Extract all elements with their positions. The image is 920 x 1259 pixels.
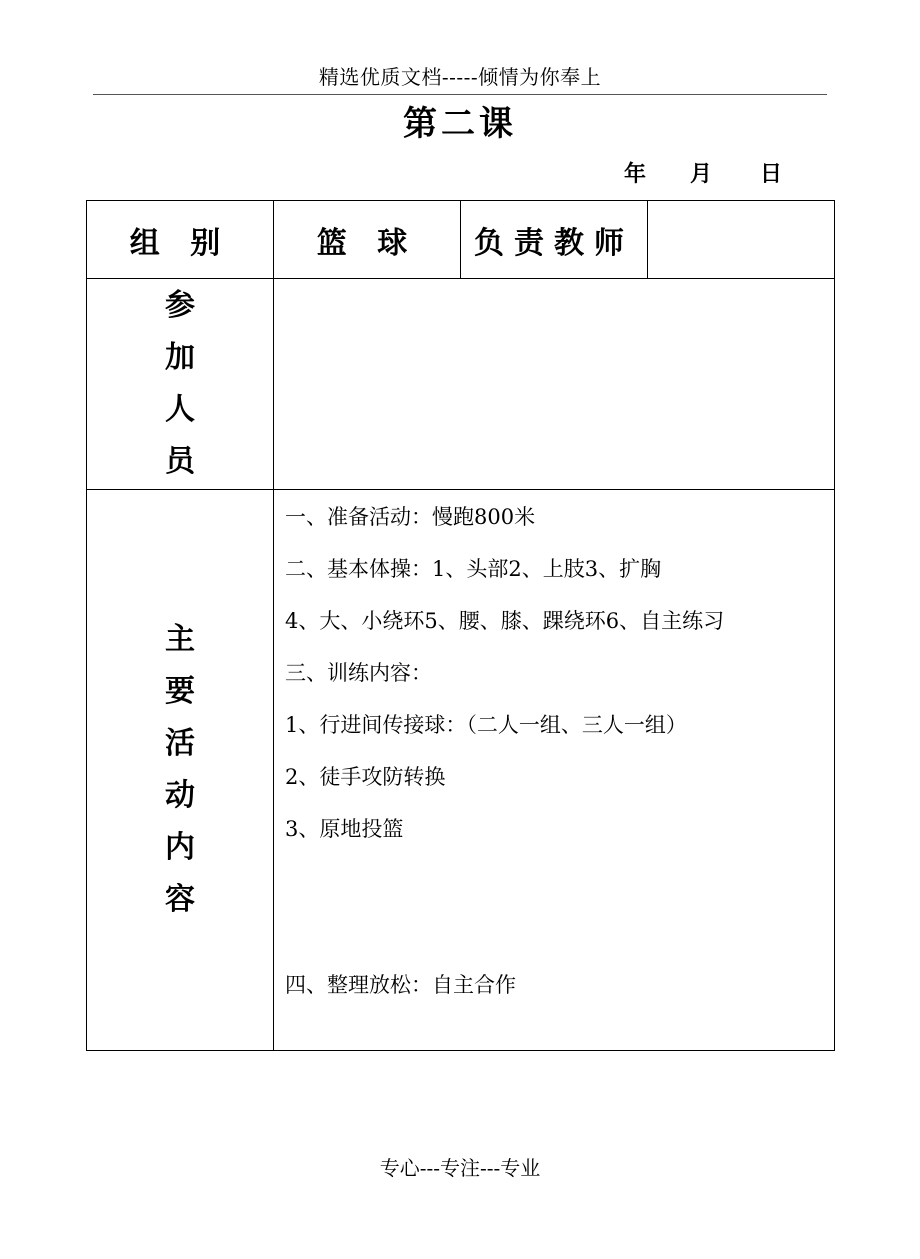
activities-label-char: 容 <box>165 882 195 917</box>
activities-label <box>87 490 274 1051</box>
table-row-group <box>87 201 835 279</box>
activities-content <box>274 490 835 1051</box>
table-row-participants <box>87 279 835 490</box>
activity-line: 1、行进间传接球：（二人一组、三人一组） <box>285 713 687 737</box>
teacher-value <box>648 201 835 279</box>
participants-label-char: 员 <box>165 444 195 479</box>
activities-label-char: 活 <box>165 726 195 761</box>
date-year-label: 年 <box>624 161 647 187</box>
activity-line: 二、基本体操：1、头部2、上肢3、扩胸 <box>285 557 662 581</box>
page-title: 第二课 <box>403 104 517 144</box>
group-value: 篮 球 <box>274 201 461 279</box>
closing-line: 四、整理放松：自主合作 <box>285 973 516 997</box>
date-month-label: 月 <box>690 161 713 187</box>
table-row-activities <box>87 490 835 1051</box>
activities-label-char: 动 <box>165 778 195 813</box>
participants-label-char: 参 <box>165 288 195 323</box>
activity-line: 一、准备活动：慢跑800米 <box>285 505 536 529</box>
group-label: 组 别 <box>87 201 274 279</box>
activity-line: 3、原地投篮 <box>285 817 404 841</box>
participants-label <box>87 279 274 490</box>
activities-label-char: 主 <box>165 622 195 657</box>
activities-label-char: 内 <box>165 830 195 865</box>
blank-space <box>285 855 834 959</box>
participants-value <box>274 279 835 490</box>
participants-label-char: 加 <box>165 340 195 375</box>
activity-line: 三、训练内容： <box>285 661 432 685</box>
activity-line: 4、大、小绕环5、腰、膝、踝绕环6、自主练习 <box>285 609 725 633</box>
activities-label-char: 要 <box>165 674 195 709</box>
teacher-label: 负责教师 <box>461 201 648 279</box>
lesson-form-table <box>86 200 835 1051</box>
activity-line: 2、徒手攻防转换 <box>285 765 446 789</box>
page-header: 精选优质文档-----倾情为你奉上 <box>93 62 827 95</box>
date-day-label: 日 <box>760 161 783 187</box>
page-footer: 专心---专注---专业 <box>379 1156 541 1180</box>
participants-label-char: 人 <box>165 392 195 427</box>
